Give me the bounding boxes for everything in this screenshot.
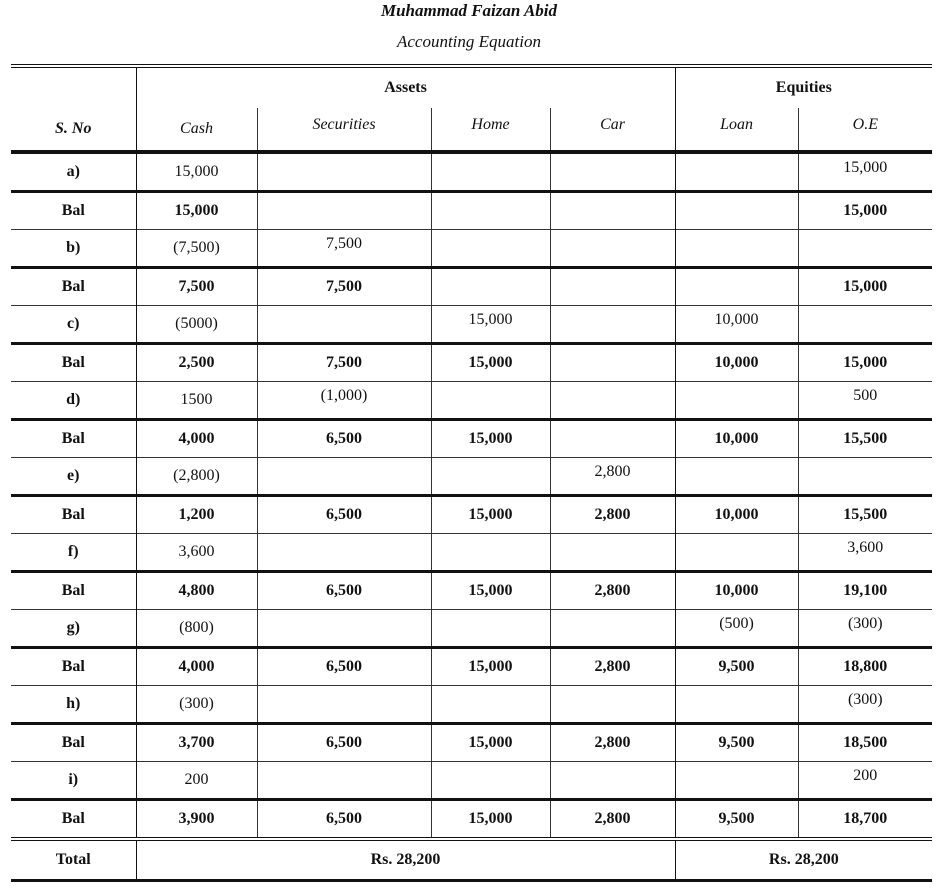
transaction-row bbox=[11, 382, 932, 420]
cell-securities: 7,500 bbox=[257, 344, 431, 382]
cell-car bbox=[550, 306, 675, 344]
cell-cash: 1500 bbox=[136, 382, 257, 420]
cell-oe-value: (300) bbox=[847, 691, 883, 708]
cell-car bbox=[550, 420, 675, 458]
col-header-cash: Cash bbox=[136, 108, 257, 152]
cell-loan-value: 10,000 bbox=[714, 311, 759, 328]
cell-car: 2,800 bbox=[550, 724, 675, 762]
cell-oe bbox=[798, 458, 932, 496]
cell-loan bbox=[675, 686, 798, 724]
equities-header: Equities bbox=[675, 66, 932, 108]
cell-home: 15,000 bbox=[431, 496, 550, 534]
cell-home bbox=[431, 762, 550, 800]
cell-oe bbox=[798, 306, 932, 344]
ledger-body bbox=[11, 152, 932, 839]
transaction-row bbox=[11, 152, 932, 192]
cell-home bbox=[431, 382, 550, 420]
cell-loan: 10,000 bbox=[675, 572, 798, 610]
cell-cash: (5000) bbox=[136, 306, 257, 344]
cell-car: 2,800 bbox=[550, 572, 675, 610]
balance-row bbox=[11, 724, 932, 762]
cell-oe: 18,500 bbox=[798, 724, 932, 762]
cell-sno: Bal bbox=[11, 648, 136, 686]
cell-home bbox=[431, 534, 550, 572]
cell-oe bbox=[798, 610, 932, 648]
cell-sno: Bal bbox=[11, 268, 136, 306]
author-name: Muhammad Faizan Abid bbox=[380, 1, 558, 20]
cell-oe-value: 3,600 bbox=[847, 539, 884, 556]
cell-cash: (7,500) bbox=[136, 230, 257, 268]
cell-home bbox=[431, 610, 550, 648]
column-header-row bbox=[11, 108, 932, 152]
cell-sno: Bal bbox=[11, 572, 136, 610]
col-header-oe bbox=[798, 108, 932, 152]
cell-home-value: 15,000 bbox=[468, 311, 513, 328]
cell-oe bbox=[798, 382, 932, 420]
cell-oe bbox=[798, 152, 932, 192]
accounting-equation-table bbox=[11, 64, 932, 882]
cell-loan: 10,000 bbox=[675, 496, 798, 534]
cell-securities bbox=[257, 610, 431, 648]
cell-cash: 3,900 bbox=[136, 800, 257, 840]
cell-securities bbox=[257, 152, 431, 192]
col-header-car-label: Car bbox=[600, 116, 625, 133]
cell-securities-value: (1,000) bbox=[320, 387, 368, 404]
cell-sno: Bal bbox=[11, 192, 136, 230]
cell-home: 15,000 bbox=[431, 648, 550, 686]
cell-oe: 15,500 bbox=[798, 420, 932, 458]
balance-row bbox=[11, 648, 932, 686]
transaction-row bbox=[11, 458, 932, 496]
cell-home bbox=[431, 686, 550, 724]
cell-securities bbox=[257, 686, 431, 724]
cell-loan: 9,500 bbox=[675, 648, 798, 686]
cell-sno: c) bbox=[11, 306, 136, 344]
cell-loan-value: (500) bbox=[719, 615, 754, 632]
cell-cash: 3,700 bbox=[136, 724, 257, 762]
col-header-car bbox=[550, 108, 675, 152]
cell-sno: a) bbox=[11, 152, 136, 192]
cell-home bbox=[431, 268, 550, 306]
cell-sno: Bal bbox=[11, 420, 136, 458]
cell-sno: Bal bbox=[11, 496, 136, 534]
cell-securities bbox=[257, 306, 431, 344]
col-header-securities-label: Securities bbox=[312, 116, 376, 133]
balance-row bbox=[11, 420, 932, 458]
cell-securities: 6,500 bbox=[257, 420, 431, 458]
cell-securities: 6,500 bbox=[257, 572, 431, 610]
cell-oe: 15,000 bbox=[798, 344, 932, 382]
cell-oe bbox=[798, 686, 932, 724]
cell-car bbox=[550, 152, 675, 192]
cell-cash: (300) bbox=[136, 686, 257, 724]
cell-securities: 7,500 bbox=[257, 268, 431, 306]
cell-loan bbox=[675, 534, 798, 572]
cell-cash: 15,000 bbox=[136, 192, 257, 230]
cell-home: 15,000 bbox=[431, 800, 550, 840]
cell-sno: e) bbox=[11, 458, 136, 496]
cell-securities bbox=[257, 762, 431, 800]
cell-sno: h) bbox=[11, 686, 136, 724]
cell-cash: 7,500 bbox=[136, 268, 257, 306]
cell-car bbox=[550, 192, 675, 230]
total-row bbox=[11, 839, 932, 881]
cell-car: 2,800 bbox=[550, 800, 675, 840]
cell-car-value: 2,800 bbox=[594, 463, 631, 480]
cell-home: 15,000 bbox=[431, 724, 550, 762]
cell-car bbox=[550, 268, 675, 306]
cell-sno: f) bbox=[11, 534, 136, 572]
cell-oe bbox=[798, 762, 932, 800]
cell-sno: i) bbox=[11, 762, 136, 800]
cell-home: 15,000 bbox=[431, 572, 550, 610]
cell-oe: 15,500 bbox=[798, 496, 932, 534]
transaction-row bbox=[11, 306, 932, 344]
total-label: Total bbox=[11, 839, 136, 881]
col-header-oe-label: O.E bbox=[852, 116, 878, 133]
transaction-row bbox=[11, 534, 932, 572]
cell-oe-value: (300) bbox=[847, 615, 883, 632]
cell-loan bbox=[675, 192, 798, 230]
cell-sno: b) bbox=[11, 230, 136, 268]
cell-cash: (800) bbox=[136, 610, 257, 648]
cell-home bbox=[431, 458, 550, 496]
balance-row bbox=[11, 344, 932, 382]
cell-car: 2,800 bbox=[550, 648, 675, 686]
cell-home bbox=[431, 230, 550, 268]
cell-car bbox=[550, 230, 675, 268]
cell-securities bbox=[257, 458, 431, 496]
cell-oe: 18,700 bbox=[798, 800, 932, 840]
cell-home bbox=[431, 306, 550, 344]
col-header-sno: S. No bbox=[55, 120, 92, 137]
transaction-row bbox=[11, 686, 932, 724]
cell-loan bbox=[675, 230, 798, 268]
cell-home bbox=[431, 192, 550, 230]
cell-cash: 15,000 bbox=[136, 152, 257, 192]
cell-oe: 15,000 bbox=[798, 268, 932, 306]
col-header-home bbox=[431, 108, 550, 152]
cell-sno: Bal bbox=[11, 724, 136, 762]
cell-loan bbox=[675, 306, 798, 344]
cell-securities bbox=[257, 192, 431, 230]
transaction-row bbox=[11, 762, 932, 800]
transaction-row bbox=[11, 230, 932, 268]
cell-cash: 1,200 bbox=[136, 496, 257, 534]
cell-car bbox=[550, 534, 675, 572]
cell-car bbox=[550, 344, 675, 382]
cell-securities bbox=[257, 382, 431, 420]
balance-row bbox=[11, 572, 932, 610]
cell-car bbox=[550, 762, 675, 800]
cell-securities bbox=[257, 230, 431, 268]
cell-home: 15,000 bbox=[431, 344, 550, 382]
document-title: Accounting Equation bbox=[396, 32, 541, 51]
balance-row bbox=[11, 268, 932, 306]
cell-car bbox=[550, 610, 675, 648]
cell-cash: 4,800 bbox=[136, 572, 257, 610]
balance-row bbox=[11, 192, 932, 230]
cell-car: 2,800 bbox=[550, 496, 675, 534]
cell-cash: 3,600 bbox=[136, 534, 257, 572]
cell-oe: 19,100 bbox=[798, 572, 932, 610]
cell-car bbox=[550, 458, 675, 496]
cell-loan bbox=[675, 762, 798, 800]
cell-oe: 18,800 bbox=[798, 648, 932, 686]
cell-securities: 6,500 bbox=[257, 724, 431, 762]
cell-oe-value: 15,000 bbox=[843, 159, 888, 176]
cell-car bbox=[550, 686, 675, 724]
cell-cash: 200 bbox=[136, 762, 257, 800]
total-equities: Rs. 28,200 bbox=[675, 839, 932, 881]
cell-oe bbox=[798, 230, 932, 268]
cell-oe bbox=[798, 534, 932, 572]
cell-cash: 4,000 bbox=[136, 420, 257, 458]
cell-loan bbox=[675, 610, 798, 648]
cell-sno: Bal bbox=[11, 800, 136, 840]
cell-securities-value: 7,500 bbox=[326, 235, 362, 252]
cell-loan bbox=[675, 268, 798, 306]
cell-home: 15,000 bbox=[431, 420, 550, 458]
cell-loan: 9,500 bbox=[675, 724, 798, 762]
cell-securities: 6,500 bbox=[257, 496, 431, 534]
group-header-row bbox=[11, 66, 932, 108]
cell-sno: Bal bbox=[11, 344, 136, 382]
col-header-home-label: Home bbox=[471, 116, 510, 133]
cell-loan bbox=[675, 382, 798, 420]
cell-securities: 6,500 bbox=[257, 800, 431, 840]
cell-loan: 10,000 bbox=[675, 344, 798, 382]
balance-row bbox=[11, 496, 932, 534]
cell-oe-value: 500 bbox=[853, 387, 878, 404]
balance-row bbox=[11, 800, 932, 840]
cell-sno: d) bbox=[11, 382, 136, 420]
cell-loan: 10,000 bbox=[675, 420, 798, 458]
total-assets: Rs. 28,200 bbox=[136, 839, 675, 881]
cell-loan bbox=[675, 458, 798, 496]
transaction-row bbox=[11, 610, 932, 648]
cell-oe-value: 200 bbox=[853, 767, 878, 784]
cell-loan bbox=[675, 152, 798, 192]
cell-loan: 9,500 bbox=[675, 800, 798, 840]
cell-securities: 6,500 bbox=[257, 648, 431, 686]
cell-cash: 4,000 bbox=[136, 648, 257, 686]
cell-car bbox=[550, 382, 675, 420]
assets-header: Assets bbox=[136, 66, 675, 108]
cell-cash: (2,800) bbox=[136, 458, 257, 496]
col-header-loan-label: Loan bbox=[720, 116, 753, 133]
cell-cash: 2,500 bbox=[136, 344, 257, 382]
cell-home bbox=[431, 152, 550, 192]
group-header-blank bbox=[11, 66, 136, 108]
cell-securities bbox=[257, 534, 431, 572]
col-header-securities bbox=[257, 108, 431, 152]
col-header-loan bbox=[675, 108, 798, 152]
cell-oe: 15,000 bbox=[798, 192, 932, 230]
cell-sno: g) bbox=[11, 610, 136, 648]
